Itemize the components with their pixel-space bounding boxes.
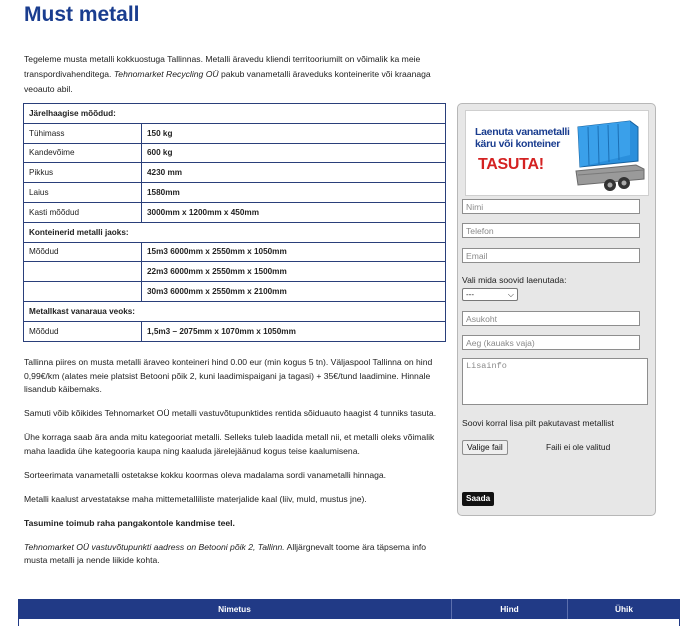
table-row — [24, 321, 446, 341]
paragraph-bold: Tasumine toimub raha pangakontole kandmise teel. — [24, 517, 235, 528]
specs-table — [23, 103, 446, 342]
spec-key: Kasti mõõdud — [24, 202, 142, 222]
table-row — [24, 163, 446, 183]
spec-key: Mõõdud — [24, 242, 142, 262]
rental-banner[interactable] — [465, 110, 649, 196]
container-trailer-icon — [570, 115, 648, 195]
table-row — [24, 301, 446, 321]
rental-form-panel — [457, 103, 656, 516]
spec-value: 4230 mm — [142, 163, 446, 183]
photo-label: Soovi korral lisa pilt pakutavast metallist — [462, 418, 614, 428]
spec-value: 30m3 6000mm x 2550mm x 2100mm — [142, 282, 446, 302]
banner-line1: Laenuta vanametalli — [475, 126, 570, 138]
info-paragraphs — [24, 356, 444, 578]
table-row — [24, 123, 446, 143]
table-row — [24, 262, 446, 282]
column-header-name: Nimetus — [218, 604, 251, 614]
spec-key — [24, 282, 142, 302]
phone-input[interactable]: Telefon — [462, 223, 640, 238]
spec-key: Laius — [24, 183, 142, 203]
select-value: --- — [466, 290, 474, 299]
column-header-price: Hind — [500, 604, 519, 614]
rental-type-select[interactable] — [462, 288, 518, 301]
paragraph — [24, 541, 444, 568]
spec-key — [24, 262, 142, 282]
page-title: Must metall — [24, 3, 140, 26]
table-row — [24, 242, 446, 262]
select-label: Vali mida soovid laenutada: — [462, 275, 567, 285]
send-button[interactable]: Saada — [462, 492, 494, 506]
intro-text — [24, 52, 444, 97]
paragraph: Samuti võib kõikides Tehnomarket OÜ metalli vastuvõtupunktides rentida sõiduauto haagist 4 tunniks tasuta. — [24, 408, 437, 418]
file-status: Faili ei ole valitud — [546, 442, 611, 452]
chevron-down-icon: ⌵ — [507, 290, 514, 299]
intro-part1: Tegeleme musta metalli kokkuostuga Tallinnas. Metalli äravedu kliendi territooriumilt on võimalik ka meie transpordivahenditega. — [24, 54, 421, 79]
spec-key: Kandevõime — [24, 143, 142, 163]
section-header: Metallkast vanaraua veoks: — [24, 301, 446, 321]
spec-value: 1580mm — [142, 183, 446, 203]
table-row — [18, 619, 680, 626]
paragraph: Ühe korraga saab ära anda mitu kategooriat metalli. Selleks tuleb laadida metall nii, et metalli oleks võimalik maha laadida ühe kategooria kaupa ning kaaluda järelejäänud kogus teise kaalumisena. — [24, 432, 435, 456]
paragraph-rest: Alljärgnevalt toome ära täpsema info musta metalli ja nende liikide kohta. — [24, 541, 427, 565]
paragraph: Metalli kaalust arvestatakse maha mittemetalliliste materjalide kaal (liiv, muld, mustus jne). — [24, 493, 367, 504]
spec-key: Tühimass — [24, 123, 142, 143]
table-row — [24, 202, 446, 222]
table-row — [24, 143, 446, 163]
address-text: Tehnomarket OÜ vastuvõtupunkti aadress on Betooni põik 2, Tallinn. — [24, 541, 285, 552]
spec-value: 22m3 6000mm x 2550mm x 1500mm — [142, 262, 446, 282]
section-header: Konteinerid metalli jaoks: — [24, 222, 446, 242]
intro-part2: pakub vanametalli äraveduks konteinerite või kraanaga veoauto abil. — [24, 69, 431, 94]
choose-file-button[interactable]: Valige fail — [462, 440, 508, 455]
section-header: Järelhaagise mõõdud: — [24, 104, 446, 124]
table-row — [24, 282, 446, 302]
name-input[interactable]: Nimi — [462, 199, 640, 214]
intro-company: Tehnomarket Recycling OÜ — [113, 69, 219, 79]
time-input[interactable]: Aeg (kauaks vaja) — [462, 335, 640, 350]
email-input[interactable]: Email — [462, 248, 640, 263]
spec-value: 150 kg — [142, 123, 446, 143]
spec-key: Mõõdud — [24, 321, 142, 341]
paragraph: Tallinna piires on musta metalli äraveo konteineri hind 0.00 eur (min kogus 5 tn). Väljaspool Tallinna on hind 0,99€/km (alates meie platsist Betooni põik 2, kuni laadimispaigani ja tagasi) + 35€/tund laadimine. Hinnale lisandub käibemaks. — [24, 357, 433, 394]
spec-value: 3000mm x 1200mm x 450mm — [142, 202, 446, 222]
price-table-header — [18, 599, 680, 626]
info-textarea[interactable]: Lisainfo — [462, 358, 648, 405]
location-input[interactable]: Asukoht — [462, 311, 640, 326]
banner-line2: käru või konteiner — [475, 138, 561, 150]
column-header-unit: Ühik — [615, 604, 633, 614]
spec-value: 1,5m3 – 2075mm x 1070mm x 1050mm — [142, 321, 446, 341]
spec-value: 15m3 6000mm x 2550mm x 1050mm — [142, 242, 446, 262]
table-row — [24, 183, 446, 203]
table-row — [24, 104, 446, 124]
banner-free-label: TASUTA! — [478, 156, 544, 173]
banner-title — [475, 126, 573, 150]
spec-value: 600 kg — [142, 143, 446, 163]
table-row — [24, 222, 446, 242]
paragraph: Sorteerimata vanametalli ostetakse kokku koormas oleva madalama sordi vanametalli hinnaga. — [24, 469, 387, 480]
spec-key: Pikkus — [24, 163, 142, 183]
